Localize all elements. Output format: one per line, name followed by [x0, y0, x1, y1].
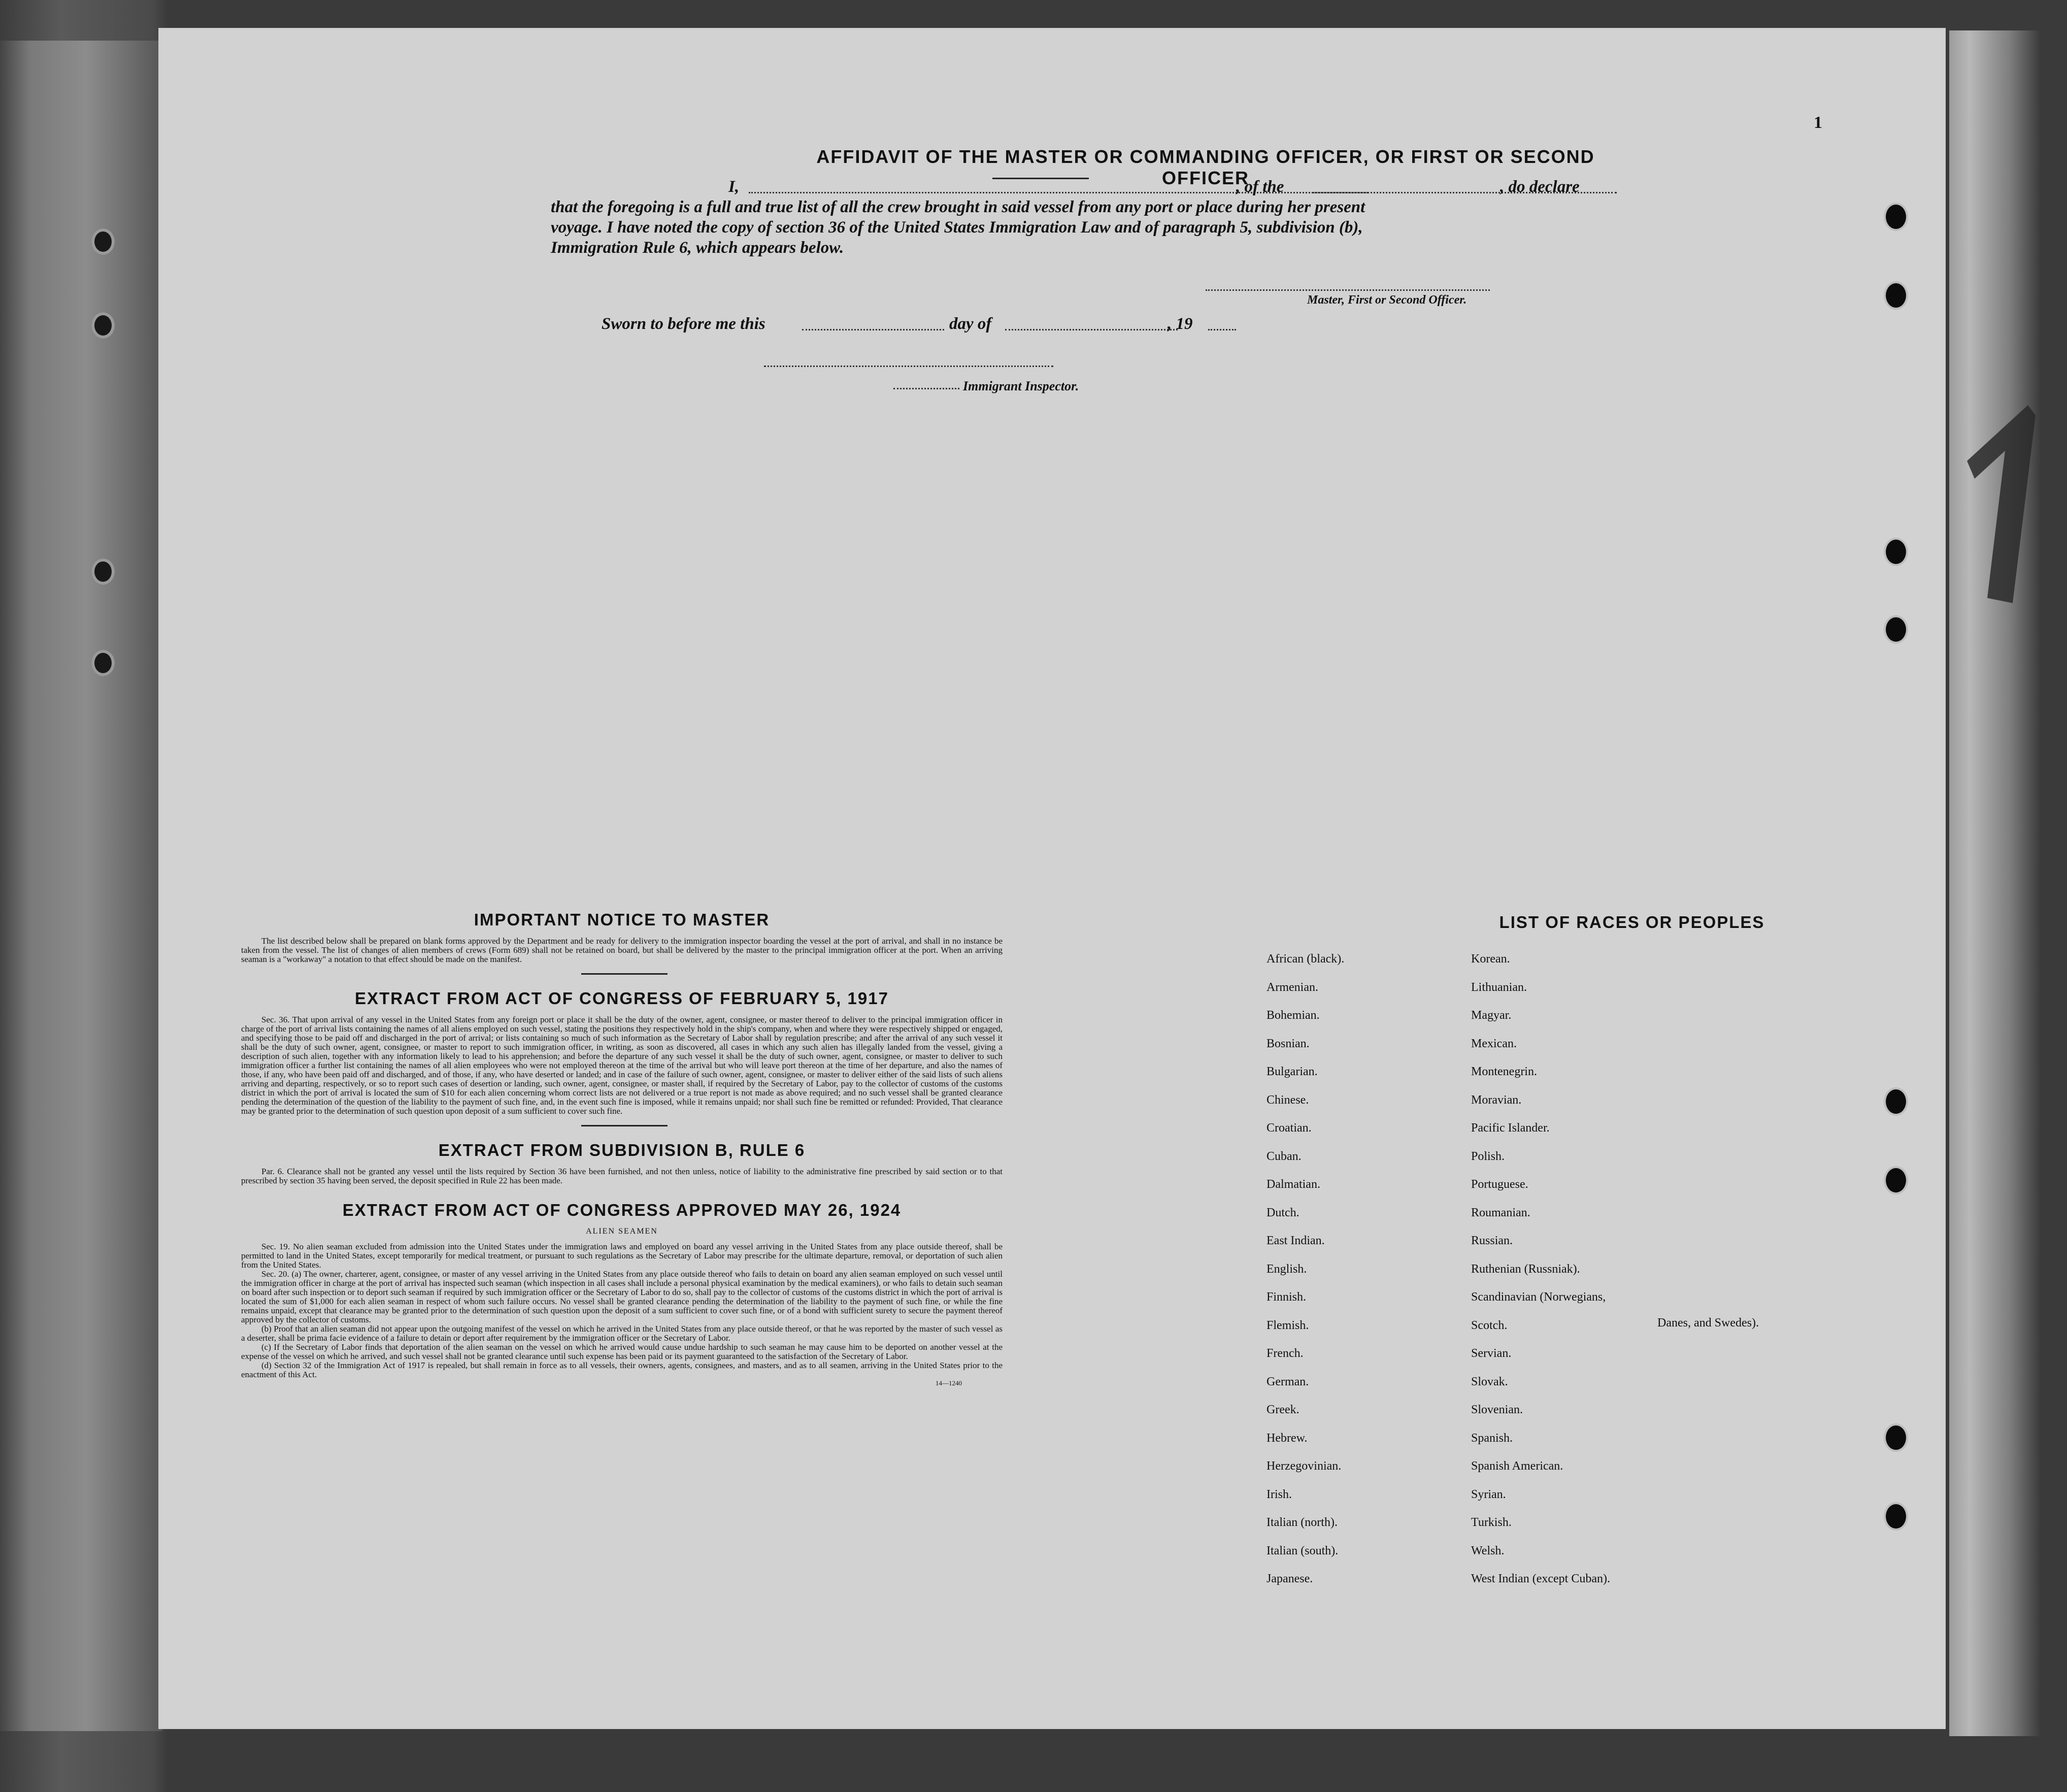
race-item: Italian (north).: [1266, 1516, 1338, 1529]
race-item: Roumanian.: [1471, 1206, 1530, 1219]
affidavit-declaration: [551, 177, 1591, 197]
race-item: African (black).: [1266, 952, 1345, 966]
binding-hole: [91, 650, 115, 676]
section-rule: [581, 1125, 668, 1126]
notice-paragraph: The list described below shall be prepared on blank forms approved by the Department and be ready for delivery to the immigration inspector boarding the vessel at the port of arrival, and shall in no instance be taken from the vessel. The list of changes of alien members of crews (Form 689) shall not be retained on board, but shall be delivered by the master to the principal immigration officer at the port. When an arriving seaman is a "workaway" a notation to that effect should be made on the manifest.: [241, 936, 1003, 964]
page-edge: [1949, 30, 2041, 1736]
form-number: 14—1240: [936, 1379, 962, 1387]
page-mark: 1: [1814, 113, 1822, 132]
race-item: Moravian.: [1471, 1093, 1522, 1107]
sworn-year: , 19: [1168, 315, 1193, 333]
punch-hole: [1886, 1425, 1906, 1450]
race-item: Croatian.: [1266, 1121, 1312, 1135]
race-item: Ruthenian (Russniak).: [1471, 1262, 1580, 1276]
section-rule: [581, 973, 668, 975]
master-signature-line: [1206, 289, 1490, 291]
race-item: Spanish.: [1471, 1431, 1513, 1445]
extract-1917-title: EXTRACT FROM ACT OF CONGRESS OF FEBRUARY 5, 1917: [355, 989, 889, 1008]
race-item: Cuban.: [1266, 1149, 1302, 1163]
extract-rule6-paragraph: Par. 6. Clearance shall not be granted any vessel until the lists required by Section 36 have been furnished, and not then unless, notice of liability to the administrative fine prescribed by said section or to that prescribed by section 35 having been served, the deposit specified in Rule 22 has been made.: [241, 1167, 1003, 1185]
handwritten-mark: [1952, 385, 2053, 628]
binding-strip: [0, 41, 162, 1731]
notice-column: [241, 910, 1003, 1387]
race-item: Flemish.: [1266, 1318, 1309, 1332]
extract-1924-title: EXTRACT FROM ACT OF CONGRESS APPROVED MAY 26, 1924: [342, 1201, 902, 1219]
punch-hole: [1886, 617, 1906, 642]
inspector-signature-line: [764, 366, 1053, 367]
inspector-label: Immigrant Inspector.: [963, 379, 1079, 393]
race-item: Bulgarian.: [1266, 1065, 1318, 1078]
race-item: Greek.: [1266, 1403, 1299, 1416]
document-page: [160, 29, 1944, 1728]
race-item: Mexican.: [1471, 1037, 1517, 1050]
race-item: Servian.: [1471, 1347, 1512, 1360]
punch-hole: [1886, 1504, 1906, 1529]
sworn-month-blank: [1005, 329, 1178, 330]
sworn-year-blank: [1208, 329, 1236, 330]
race-item: Dalmatian.: [1266, 1178, 1320, 1191]
race-item: Dutch.: [1266, 1206, 1299, 1219]
race-item: East Indian.: [1266, 1234, 1325, 1247]
affidavit-of-the: , of the: [1236, 178, 1284, 196]
race-item: Japanese.: [1266, 1572, 1313, 1585]
race-item: Chinese.: [1266, 1093, 1309, 1107]
race-item: Italian (south).: [1266, 1544, 1339, 1557]
extract-1917-body: [241, 1015, 1003, 1116]
punch-hole: [1886, 1089, 1906, 1114]
race-item: Korean.: [1471, 952, 1510, 966]
sworn-day-of: day of: [949, 315, 992, 333]
sec-20b-paragraph: (b) Proof that an alien seaman did not appear upon the outgoing manifest of the vessel on which he arrived in the United States from any place outside thereof, or that he was reported by the master of such vessel as a deserter, shall be prima facie evidence of a failure to detain or deport after requirement by the immigration officer or the Secretary of Labor.: [241, 1324, 1003, 1343]
extract-1917-paragraph: Sec. 36. That upon arrival of any vessel in the United States from any foreign port or place it shall be the duty of the owner, agent, consignee, or master thereof to deliver to the principal immigration officer in charge of the port of arrival lists containing the names of all aliens employed on such vessel, stating the positions they respectively hold in the ship's company, when and where they were respectively shipped or engaged, and specifying those to be paid off and discharged in the port of arrival; or lists containing so much of such information as the Secretary of Labor shall by regulation prescribe; and after the arrival of any such vessel it shall be the duty of such owner, agent, consignee, or master to report to such immigration officer, in writing, as soon as discovered, all cases in which any such alien has illegally landed from the vessel, giving a description of such alien, together with any information likely to lead to his apprehension; and before the departure of any such vessel it shall be the duty of such owner, agent, consignee, or master to deliver to such immigration officer a further list containing the names of all alien employees who were not employed thereon at the time of the arrival but who will leave port thereon at the time of her departure, and also the names of those, if any, who have been paid off and discharged, and of those, if any, who have deserted or landed; and in case of the failure of such owner, agent, consignee, or master to deliver either of the said lists of such aliens arriving and departing, respectively, or so to report such cases of desertion or landing, such owner, agent, consignee, or master shall, if required by the Secretary of Labor, pay to the collector of customs of the customs district in which the port of arrival is located the sum of $10 for each alien concerning whom correct lists are not delivered or a true report is not made as above required; and no such vessel shall be granted clearance pending the determination of the question of the liability to the payment of such fine, and, in the event such fine is imposed, while it remains unpaid; nor shall such fine be remitted or refunded: Provided, That clearance may be granted prior to the determination of such question upon deposit of a sum sufficient to cover such fine.: [241, 1015, 1003, 1116]
race-item: Hebrew.: [1266, 1431, 1308, 1445]
punch-hole: [1886, 283, 1906, 308]
race-item: Polish.: [1471, 1149, 1505, 1163]
sec-20a-paragraph: Sec. 20. (a) The owner, charterer, agent, consignee, or master of any vessel arriving in the United States from any place outside thereof who fails to detain on board any alien seaman employed on such vessel until the immigration officer in charge at the port of arrival has inspected such seaman (which inspection in all cases shall include a personal physical examination by the medical examiners), or who fails to detain such seaman on board after such inspection or to deport such seaman if required by such immigration officer or the Secretary of Labor to do so, shall pay to the collector of customs of the customs district in which the port of arrival is located the sum of $1,000 for each alien seaman in respect of whom such failure occurs. No vessel shall be granted clearance pending the determination of the liability to the payment of such fine, or while the fine remains unpaid, except that clearance may be granted prior to the determination of such question upon the deposit of a sum sufficient to cover such fine, or of a bond with sufficient surety to secure the payment thereof approved by the collector of customs.: [241, 1269, 1003, 1324]
race-item: Scandinavian (Norwegians,: [1471, 1290, 1606, 1304]
sworn-day-blank: [802, 329, 944, 330]
sec-20c-paragraph: (c) If the Secretary of Labor finds that deportation of the alien seaman on the vessel on which he arrived would cause undue hardship to such seaman he may cause him to be deported on another vessel at the expense of the vessel on which he arrived, and such vessel shall not be granted clearance until such expense has been paid or its payment guaranteed to the satisfaction of the Secretary of Labor.: [241, 1342, 1003, 1361]
race-item: West Indian (except Cuban).: [1471, 1572, 1610, 1585]
binding-hole: [91, 228, 115, 255]
affidavit-do-declare: , do declare: [1500, 178, 1580, 196]
race-item: English.: [1266, 1262, 1307, 1276]
race-item: Danes, and Swedes).: [1657, 1316, 1759, 1330]
affidavit-i: I,: [728, 178, 740, 196]
race-item: French.: [1266, 1347, 1304, 1360]
extract-rule6-body: [241, 1167, 1003, 1185]
affidavit-title: AFFIDAVIT OF THE MASTER OR COMMANDING OFFICER, OR FIRST OR SECOND OFFICER: [816, 146, 1595, 188]
races-title: LIST OF RACES OR PEOPLES: [1499, 913, 1765, 932]
race-item: Herzegovinian.: [1266, 1459, 1342, 1473]
race-item: Montenegrin.: [1471, 1065, 1537, 1078]
race-item: Russian.: [1471, 1234, 1513, 1247]
race-item: Welsh.: [1471, 1544, 1505, 1557]
race-item: Slovak.: [1471, 1375, 1508, 1388]
race-item: Scotch.: [1471, 1318, 1508, 1332]
race-item: Spanish American.: [1471, 1459, 1563, 1473]
race-item: Turkish.: [1471, 1516, 1512, 1529]
race-item: Pacific Islander.: [1471, 1121, 1550, 1135]
race-item: Bosnian.: [1266, 1037, 1310, 1050]
inspector-prefix-line: [893, 388, 959, 389]
race-item: Syrian.: [1471, 1487, 1506, 1501]
race-item: Slovenian.: [1471, 1403, 1523, 1416]
affidavit-text-4: Immigration Rule 6, which appears below.: [551, 239, 844, 257]
alien-seamen-subtitle: ALIEN SEAMEN: [586, 1227, 658, 1236]
sec-20d-paragraph: (d) Section 32 of the Immigration Act of 1917 is repealed, but shall remain in force as to all vessels, their owners, agents, consignees, and masters, and as to all seamen, arriving in the United States prior to the enactment of this Act.: [241, 1360, 1003, 1379]
punch-hole: [1886, 1168, 1906, 1192]
race-item: Lithuanian.: [1471, 980, 1527, 994]
race-item: Magyar.: [1471, 1009, 1512, 1022]
extract-rule6-title: EXTRACT FROM SUBDIVISION B, RULE 6: [438, 1141, 806, 1159]
race-item: German.: [1266, 1375, 1309, 1388]
race-item: Irish.: [1266, 1487, 1292, 1501]
punch-hole: [1886, 205, 1906, 229]
master-signature-label: Master, First or Second Officer.: [1307, 293, 1467, 307]
race-item: Portuguese.: [1471, 1178, 1528, 1191]
sec-19-paragraph: Sec. 19. No alien seaman excluded from admission into the United States under the immigration laws and employed on board any vessel arriving in the United States from any place outside thereof, shall be permitted to land in the United States, except temporarily for medical treatment, or pursuant to such regulations as the Secretary of Labor may prescribe for the ultimate departure, removal, or deportation of such alien from the United States.: [241, 1242, 1003, 1270]
notice-title: IMPORTANT NOTICE TO MASTER: [474, 910, 770, 929]
affidavit-text-3: voyage. I have noted the copy of section 36 of the United States Immigration Law and of paragraph 5, subdivision (b),: [551, 218, 1363, 237]
race-item: Armenian.: [1266, 980, 1318, 994]
notice-body: [241, 937, 1003, 964]
sworn-text: Sworn to before me this: [602, 315, 765, 333]
binding-hole: [91, 558, 115, 585]
race-item: Finnish.: [1266, 1290, 1307, 1304]
affidavit-text-2: that the foregoing is a full and true list of all the crew brought in said vessel from any port or place during her present: [551, 198, 1365, 216]
binding-hole: [91, 312, 115, 339]
race-item: Bohemian.: [1266, 1009, 1320, 1022]
punch-hole: [1886, 540, 1906, 564]
extract-1924-body: [241, 1242, 1003, 1379]
